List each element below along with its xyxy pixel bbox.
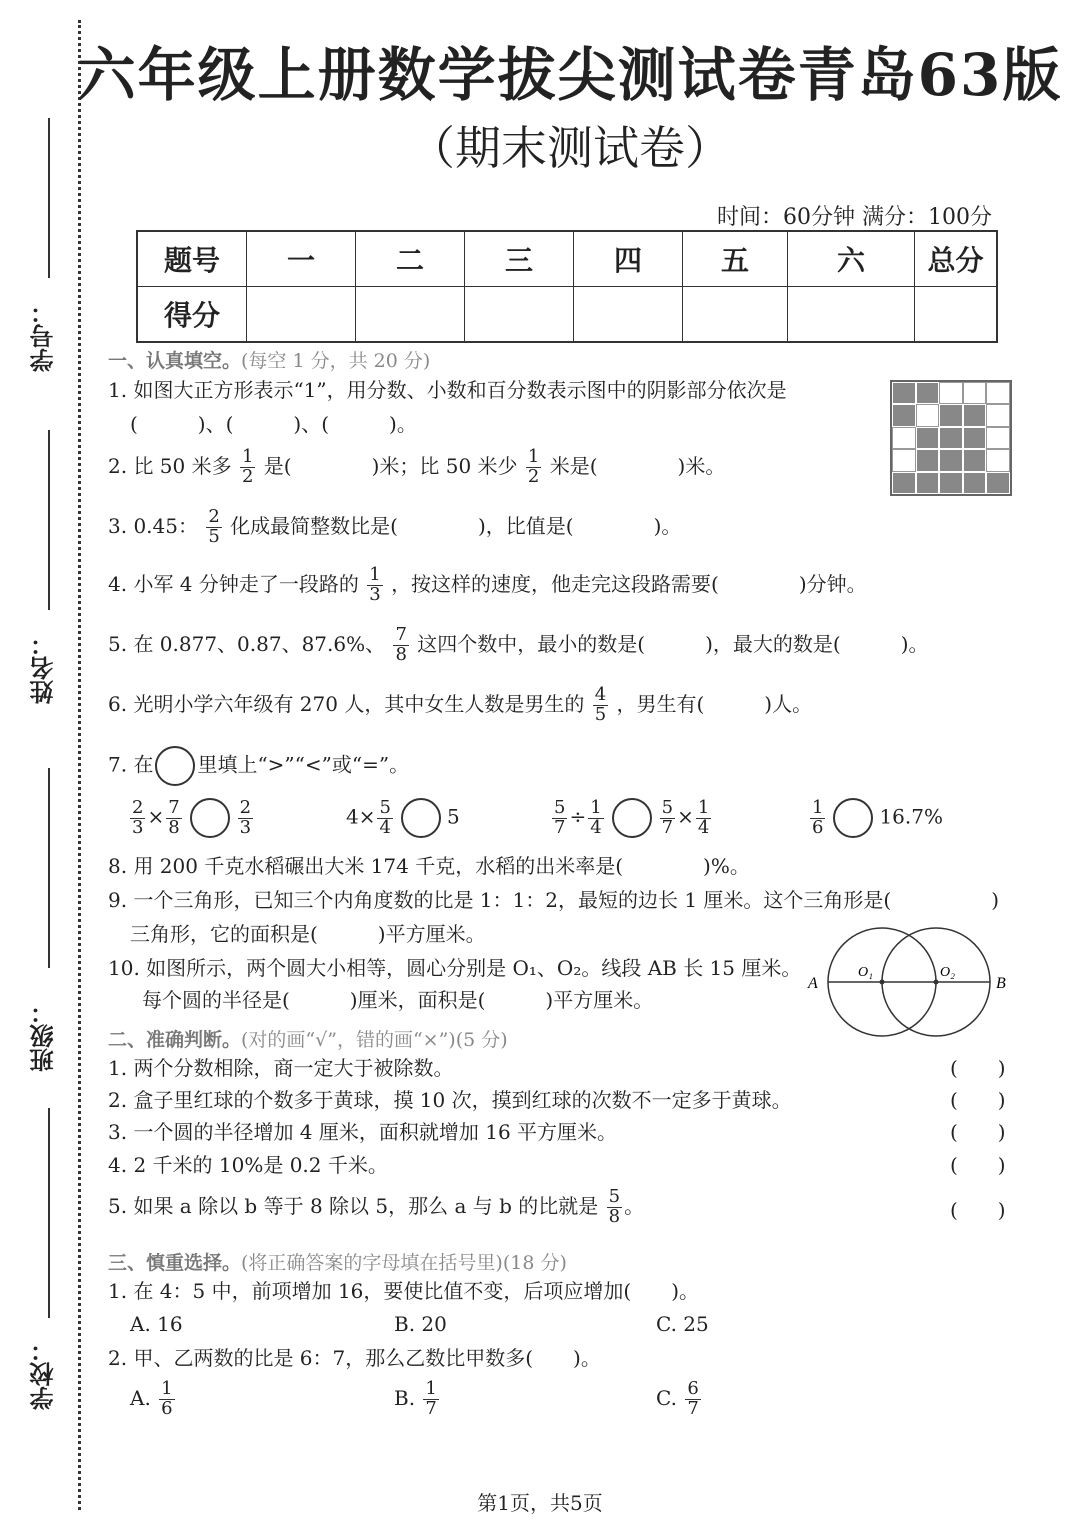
score-table-score-row — [137, 287, 997, 343]
answer-paren[interactable]: ( ) — [950, 1198, 1006, 1222]
denominator: 7 — [661, 816, 674, 838]
section2-note: (对的画“√”，错的画“×”)(5 分) — [241, 1029, 508, 1051]
answer-circle[interactable] — [190, 798, 230, 838]
answer-circle[interactable] — [833, 798, 873, 838]
class-line — [48, 768, 50, 968]
numerator: 5 — [554, 796, 566, 818]
q1-9-line-a: 9. 一个三角形，已知三个内角度数的比是 1：1：2，最短的边长 1 厘米。这个三角形是( ) — [108, 888, 1000, 912]
denominator: 4 — [379, 816, 391, 838]
q1-1-line-b: ( )、( )、( )。 — [130, 412, 417, 436]
page-footer: 第1页，共5页 — [477, 1491, 603, 1515]
score-table-cell: 总分 — [915, 231, 998, 287]
denominator: 2 — [527, 465, 540, 487]
fraction-one-seventh — [423, 1380, 438, 1419]
name-label: 姓名： — [29, 632, 58, 704]
fraction-one-sixth — [810, 796, 825, 838]
denominator: 5 — [208, 525, 220, 547]
q1-10-line-b: 每个圆的半径是( )厘米，面积是( )平方厘米。 — [142, 988, 654, 1012]
operator: ÷ — [569, 804, 587, 829]
s3-q1-option-b[interactable]: B. 20 — [394, 1312, 447, 1336]
operator: × — [147, 804, 165, 829]
fraction-five-sevenths — [660, 796, 675, 838]
numerator: 1 — [527, 446, 540, 467]
center-o1-dot — [880, 980, 885, 985]
answer-paren[interactable]: ( ) — [950, 1088, 1006, 1112]
denominator: 4 — [697, 816, 710, 838]
score-input-cell[interactable] — [788, 287, 915, 343]
answer-paren[interactable]: ( ) — [950, 1120, 1006, 1144]
score-table-header-row — [137, 231, 997, 287]
score-input-cell[interactable] — [465, 287, 574, 343]
q1-7-expr-4 — [808, 798, 943, 838]
s2-item: 2. 盒子里红球的个数多于黄球，摸 10 次，摸到红球的次数不一定多于黄球。 — [108, 1088, 792, 1112]
q1-7-expr-1 — [128, 798, 255, 838]
score-table-cell: 三 — [465, 231, 574, 287]
label-o2: O₂ — [940, 965, 955, 980]
q1-7-part-b: 里填上“>”“<”或“=”。 — [197, 752, 410, 777]
denominator: 8 — [395, 643, 407, 665]
expr-suffix: 16.7% — [879, 804, 943, 829]
numerator: 1 — [590, 796, 602, 818]
numerator: 5 — [608, 1186, 621, 1207]
numerator: 1 — [812, 796, 824, 818]
fraction-five-fourths — [377, 796, 392, 838]
numerator: 1 — [697, 796, 710, 818]
q1-3-part-a: 3. 0.45： — [108, 513, 198, 538]
q1-4 — [108, 566, 867, 605]
denominator: 2 — [241, 465, 254, 487]
q1-6-part-b: ，男生有( )人。 — [616, 691, 813, 716]
expr-prefix: 4× — [346, 804, 376, 829]
numerator: 1 — [369, 564, 381, 585]
fraction-two-thirds — [130, 796, 145, 838]
numerator: 2 — [132, 796, 144, 818]
q1-9-line-b: 三角形，它的面积是( )平方厘米。 — [130, 922, 486, 946]
option-letter: B. — [394, 1385, 416, 1410]
operator: × — [677, 804, 694, 829]
q1-4-part-a: 4. 小军 4 分钟走了一段路的 — [108, 571, 359, 596]
denominator: 8 — [168, 816, 180, 838]
section3-title: 三、慎重选择。 — [108, 1252, 242, 1274]
q1-5-part-a: 5. 在 0.877、0.87、87.6%、 — [108, 631, 386, 656]
s3-q2: 2. 甲、乙两数的比是 6：7，那么乙数比甲数多( )。 — [108, 1346, 601, 1370]
q1-1-line-a: 1. 如图大正方形表示“1”，用分数、小数和百分数表示图中的阴影部分依次是 — [108, 378, 787, 402]
answer-paren[interactable]: ( ) — [950, 1153, 1006, 1177]
answer-circle[interactable] — [612, 798, 652, 838]
denominator: 6 — [812, 816, 824, 838]
s2-item-5 — [108, 1188, 644, 1227]
numerator: 1 — [241, 446, 254, 467]
s2-item5-end: 。 — [624, 1193, 645, 1218]
label-a: A — [808, 975, 818, 992]
score-table-cell: 五 — [683, 231, 788, 287]
q1-5-part-b: 这四个数中，最小的数是( )，最大的数是( )。 — [417, 631, 929, 656]
s3-q1-option-c[interactable]: C. 25 — [656, 1312, 709, 1336]
q1-6 — [108, 686, 812, 725]
name-line — [48, 430, 50, 610]
compare-circle-icon — [155, 746, 195, 786]
fraction-five-eighths — [607, 1188, 622, 1227]
label-b: B — [996, 975, 1006, 992]
option-letter: C. — [656, 1385, 677, 1410]
answer-paren[interactable]: ( ) — [950, 1056, 1006, 1080]
fraction-two-fifths — [206, 508, 221, 547]
q1-3-part-b: 化成最简整数比是( )，比值是( )。 — [230, 513, 682, 538]
numerator: 6 — [687, 1378, 699, 1399]
q1-2-part-a: 2. 比 50 米多 — [108, 453, 232, 478]
numerator: 4 — [594, 684, 607, 705]
denominator: 4 — [590, 816, 602, 838]
q1-10-line-a: 10. 如图所示，两个圆大小相等，圆心分别是 O₁、O₂。线段 AB 长 15 厘米。 — [108, 956, 802, 980]
s3-q2-option-b[interactable] — [394, 1380, 441, 1419]
numerator: 7 — [395, 624, 407, 645]
student-no-label: 学号： — [29, 300, 58, 372]
numerator: 2 — [239, 796, 252, 818]
q1-5 — [108, 626, 929, 665]
fraction-seven-eighths — [393, 626, 408, 665]
fraction-one-half — [526, 448, 541, 487]
score-table-cell: 六 — [788, 231, 915, 287]
page-title: 六年级上册数学拔尖测试卷青岛63版 — [77, 41, 1063, 109]
s2-item5-text: 5. 如果 a 除以 b 等于 8 除以 5，那么 a 与 b 的比就是 — [108, 1193, 599, 1218]
q1-8: 8. 用 200 千克水稻碾出大米 174 千克，水稻的出米率是( )%。 — [108, 854, 750, 878]
section2-title: 二、准确判断。 — [108, 1029, 242, 1051]
denominator: 8 — [608, 1205, 621, 1227]
denominator: 7 — [425, 1397, 437, 1419]
center-o2-dot — [934, 980, 939, 985]
denominator: 6 — [161, 1397, 173, 1419]
score-table — [136, 230, 998, 343]
denominator: 3 — [369, 583, 381, 605]
section1-note: (每空 1 分，共 20 分) — [241, 350, 431, 372]
s2-item: 4. 2 千米的 10%是 0.2 千米。 — [108, 1153, 388, 1177]
page-subtitle: （期末测试卷） — [409, 121, 731, 175]
fraction-one-fourth — [696, 796, 711, 838]
class-label: 班级： — [29, 1000, 58, 1072]
score-table-cell: 得分 — [137, 287, 247, 343]
fraction-two-thirds — [238, 796, 253, 838]
q1-2 — [108, 448, 725, 487]
q1-7-part-a: 7. 在 — [108, 752, 154, 777]
binding-dotted-line — [78, 20, 81, 1510]
score-table-cell: 题号 — [137, 231, 247, 287]
s3-q1-option-a[interactable]: A. 16 — [130, 1312, 183, 1336]
school-label: 学校： — [29, 1338, 58, 1410]
q1-2-part-c: 米是( )米。 — [549, 453, 726, 478]
score-table-cell: 二 — [356, 231, 465, 287]
s2-item: 1. 两个分数相除，商一定大于被除数。 — [108, 1056, 454, 1080]
q1-3 — [108, 508, 681, 547]
s2-item: 3. 一个圆的半径增加 4 厘米，面积就增加 16 平方厘米。 — [108, 1120, 618, 1144]
s3-q2-option-c[interactable] — [656, 1380, 703, 1419]
numerator: 2 — [208, 506, 220, 527]
fraction-five-sevenths — [552, 796, 567, 838]
q1-7-expr-3 — [550, 798, 713, 838]
q1-6-part-a: 6. 光明小学六年级有 270 人，其中女生人数是男生的 — [108, 691, 585, 716]
score-input-cell[interactable] — [356, 287, 465, 343]
fraction-one-sixth — [159, 1380, 174, 1419]
fraction-one-fourth — [588, 796, 603, 838]
s3-q2-option-a[interactable] — [130, 1380, 177, 1419]
exam-meta: 时间：60分钟 满分：100分 — [717, 205, 992, 230]
school-line — [48, 1108, 50, 1318]
section1-title: 一、认真填空。 — [108, 350, 242, 372]
score-table-cell: 四 — [574, 231, 683, 287]
fraction-six-sevenths — [685, 1380, 700, 1419]
denominator: 5 — [594, 703, 607, 725]
section3-heading — [108, 1248, 567, 1275]
two-circles-figure — [802, 926, 1020, 1038]
q1-4-part-b: ，按这样的速度，他走完这段路需要( )分钟。 — [391, 571, 867, 596]
q1-7-expr-2 — [346, 798, 460, 838]
option-letter: A. — [130, 1385, 151, 1410]
denominator: 3 — [132, 816, 144, 838]
q1-2-part-b: 是( )米；比 50 米少 — [263, 453, 518, 478]
score-input-cell[interactable] — [683, 287, 788, 343]
shaded-square-figure — [890, 380, 1012, 496]
numerator: 7 — [168, 796, 180, 818]
fraction-one-third — [367, 566, 382, 605]
section2-heading — [108, 1025, 508, 1052]
fraction-one-half — [240, 448, 255, 487]
denominator: 7 — [687, 1397, 699, 1419]
answer-circle[interactable] — [401, 798, 441, 838]
numerator: 1 — [425, 1378, 437, 1399]
score-input-cell[interactable] — [247, 287, 356, 343]
label-o1: O₁ — [858, 965, 873, 980]
q1-7 — [108, 746, 409, 786]
fraction-seven-eighths — [166, 796, 181, 838]
denominator: 3 — [239, 816, 252, 838]
numerator: 5 — [379, 796, 391, 818]
s3-q1: 1. 在 4：5 中，前项增加 16，要使比值不变，后项应增加( )。 — [108, 1279, 700, 1303]
section3-note: (将正确答案的字母填在括号里)(18 分) — [241, 1252, 567, 1274]
expr-suffix: 5 — [446, 804, 460, 829]
score-table-cell: 一 — [247, 231, 356, 287]
denominator: 7 — [554, 816, 566, 838]
section1-heading — [108, 346, 430, 373]
score-input-cell[interactable] — [574, 287, 683, 343]
numerator: 1 — [161, 1378, 173, 1399]
fraction-four-fifths — [593, 686, 608, 725]
score-input-cell[interactable] — [915, 287, 998, 343]
numerator: 5 — [661, 796, 674, 818]
